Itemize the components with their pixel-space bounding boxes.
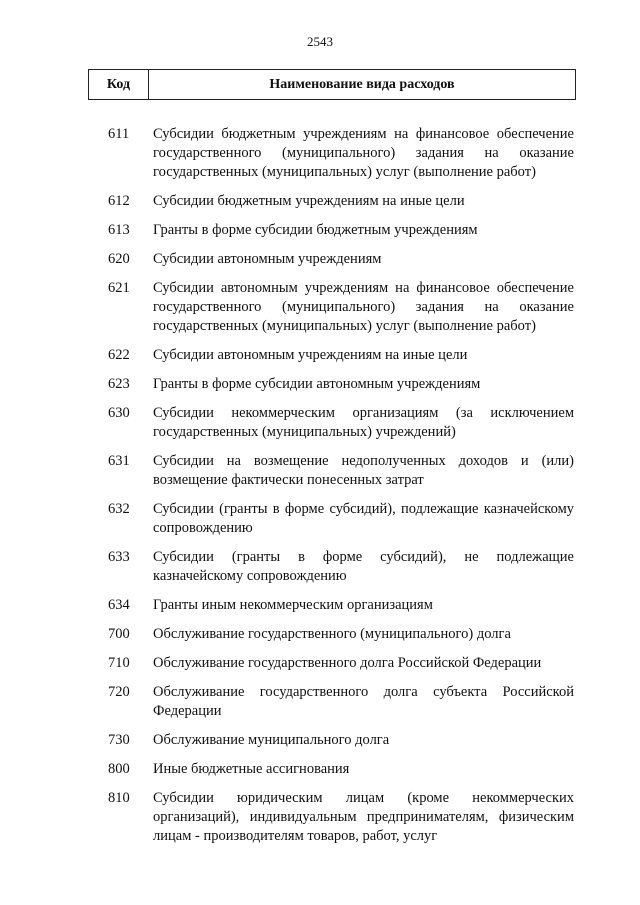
expense-name: Субсидии бюджетным учреждениям на финансовое обеспечение государственного (муниципального) задания на оказание государственных (муниципальных) услуг (выполнение работ) bbox=[153, 126, 574, 180]
expense-name: Обслуживание государственного долга Российской Федерации bbox=[153, 655, 542, 671]
expense-name: Иные бюджетные ассигнования bbox=[153, 761, 350, 777]
expense-code: 700 bbox=[108, 626, 130, 642]
expense-row bbox=[108, 548, 574, 586]
expense-name: Обслуживание муниципального долга bbox=[153, 732, 390, 748]
expense-row bbox=[108, 250, 574, 269]
expense-row bbox=[108, 500, 574, 538]
expense-row bbox=[108, 221, 574, 240]
expense-code: 810 bbox=[108, 790, 130, 806]
header-name: Наименование вида расходов bbox=[269, 76, 455, 92]
header-code: Код bbox=[89, 70, 149, 99]
expense-row bbox=[108, 192, 574, 211]
expense-code: 631 bbox=[108, 453, 130, 469]
expense-code: 632 bbox=[108, 501, 130, 517]
expense-name: Обслуживание государственного долга субъекта Российской Федерации bbox=[153, 684, 574, 719]
expense-code: 800 bbox=[108, 761, 130, 777]
expense-code: 720 bbox=[108, 684, 130, 700]
expense-name: Субсидии некоммерческим организациям (за исключением государственных (муниципальных) учреждений) bbox=[153, 405, 574, 440]
expense-name: Субсидии (гранты в форме субсидий), не подлежащие казначейскому сопровождению bbox=[153, 549, 574, 584]
expense-row bbox=[108, 346, 574, 365]
expense-row bbox=[108, 731, 574, 750]
expense-name: Субсидии юридическим лицам (кроме некоммерческих организаций), индивидуальным предпринимателям, физическим лицам - производителям товаров, работ, услуг bbox=[153, 790, 574, 844]
expense-code: 611 bbox=[108, 126, 130, 142]
expense-row bbox=[108, 375, 574, 394]
expense-row bbox=[108, 279, 574, 336]
expense-name: Субсидии автономным учреждениям на иные цели bbox=[153, 347, 468, 363]
expense-code: 612 bbox=[108, 193, 130, 209]
expense-name: Гранты в форме субсидии бюджетным учреждениям bbox=[153, 222, 478, 238]
expense-code: 633 bbox=[108, 549, 130, 565]
expense-row bbox=[108, 625, 574, 644]
expense-code: 613 bbox=[108, 222, 130, 238]
expense-name: Обслуживание государственного (муниципального) долга bbox=[153, 626, 511, 642]
expense-row bbox=[108, 452, 574, 490]
expense-code: 621 bbox=[108, 280, 130, 296]
expense-name: Гранты в форме субсидии автономным учреждениям bbox=[153, 376, 481, 392]
expense-name: Субсидии (гранты в форме субсидий), подлежащие казначейскому сопровождению bbox=[153, 501, 574, 536]
expense-row bbox=[108, 404, 574, 442]
expense-name: Гранты иным некоммерческим организациям bbox=[153, 597, 433, 613]
expense-name: Субсидии бюджетным учреждениям на иные цели bbox=[153, 193, 465, 209]
expense-name: Субсидии автономным учреждениям bbox=[153, 251, 382, 267]
expense-row bbox=[108, 683, 574, 721]
expense-row bbox=[108, 789, 574, 846]
expense-code: 622 bbox=[108, 347, 130, 363]
expense-name: Субсидии автономным учреждениям на финансовое обеспечение государственного (муниципального) задания на оказание государственных (муниципальных) услуг (выполнение работ) bbox=[153, 280, 574, 334]
table-header bbox=[88, 69, 576, 100]
expense-list bbox=[108, 125, 574, 856]
expense-name: Субсидии на возмещение недополученных доходов и (или) возмещение фактически понесенных затрат bbox=[153, 453, 574, 488]
expense-row bbox=[108, 596, 574, 615]
expense-code: 634 bbox=[108, 597, 130, 613]
page-number: 2543 bbox=[307, 34, 333, 49]
expense-row bbox=[108, 654, 574, 673]
expense-code: 623 bbox=[108, 376, 130, 392]
expense-code: 730 bbox=[108, 732, 130, 748]
expense-code: 710 bbox=[108, 655, 130, 671]
expense-code: 620 bbox=[108, 251, 130, 267]
expense-row bbox=[108, 760, 574, 779]
expense-code: 630 bbox=[108, 405, 130, 421]
expense-row bbox=[108, 125, 574, 182]
